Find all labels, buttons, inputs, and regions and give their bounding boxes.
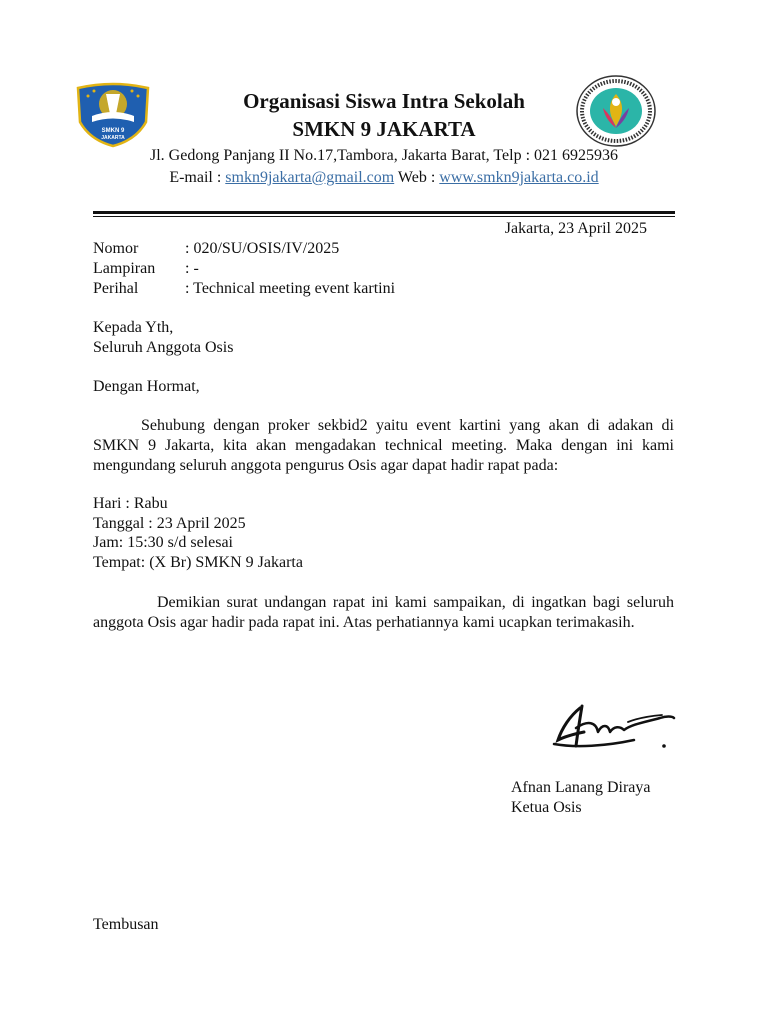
svg-text:JAKARTA: JAKARTA — [101, 135, 125, 141]
meta-value: : Technical meeting event kartini — [185, 280, 396, 297]
header-divider-thick — [93, 211, 675, 214]
meta-key: Lampiran — [93, 260, 156, 277]
signer-name: Afnan Lanang Diraya — [511, 779, 651, 796]
school-name-heading: SMKN 9 JAKARTA — [292, 117, 476, 141]
meta-key: Nomor — [93, 240, 139, 257]
detail-tempat: Tempat: (X Br) SMKN 9 Jakarta — [93, 554, 303, 571]
letter-date: Jakarta, 23 April 2025 — [504, 220, 647, 237]
meta-row-perihal — [93, 279, 395, 299]
recipient-line-2: Seluruh Anggota Osis — [93, 339, 234, 356]
svg-text:SMKN 9: SMKN 9 — [101, 128, 125, 134]
letter-meta — [93, 239, 395, 299]
header-divider-thin — [93, 216, 675, 217]
body-paragraph: Sehubung dengan proker sekbid2 yaitu event kartini yang akan di adakan di SMKN 9 Jakarta, kita akan mengadakan technical meeting. Maka dengan ini kami mengundang seluruh anggota pengurus Osis agar dapat hadir rapat pada: — [93, 417, 674, 474]
meta-value: : - — [185, 260, 199, 277]
school-address: Jl. Gedong Panjang II No.17,Tambora, Jakarta Barat, Telp : 021 6925936 — [149, 147, 619, 164]
meta-row-lampiran — [93, 259, 395, 279]
signature-image — [536, 688, 684, 760]
tembusan-label: Tembusan — [93, 916, 159, 933]
detail-jam: Jam: 15:30 s/d selesai — [93, 534, 233, 551]
meta-row-nomor — [93, 239, 395, 259]
meta-key: Perihal — [93, 280, 139, 297]
org-name-heading: Organisasi Siswa Intra Sekolah — [243, 89, 525, 113]
email-label: E-mail : — [169, 169, 226, 186]
closing-paragraph: Demikian surat undangan rapat ini kami sampaikan, di ingatkan bagi seluruh anggota Osis agar hadir pada rapat ini. Atas perhatiannya kami ucapkan terimakasih. — [93, 594, 674, 631]
greeting: Dengan Hormat, — [93, 378, 200, 395]
signer-title: Ketua Osis — [511, 799, 582, 816]
recipient-line-1: Kepada Yth, — [93, 319, 174, 336]
website-link[interactable]: www.smkn9jakarta.co.id — [439, 169, 599, 186]
detail-hari: Hari : Rabu — [93, 495, 168, 512]
web-label: Web : — [394, 169, 440, 186]
meta-value: : 020/SU/OSIS/IV/2025 — [185, 240, 340, 257]
email-link[interactable]: smkn9jakarta@gmail.com — [225, 169, 395, 186]
detail-tanggal: Tanggal : 23 April 2025 — [93, 515, 246, 532]
contact-line — [92, 167, 676, 189]
